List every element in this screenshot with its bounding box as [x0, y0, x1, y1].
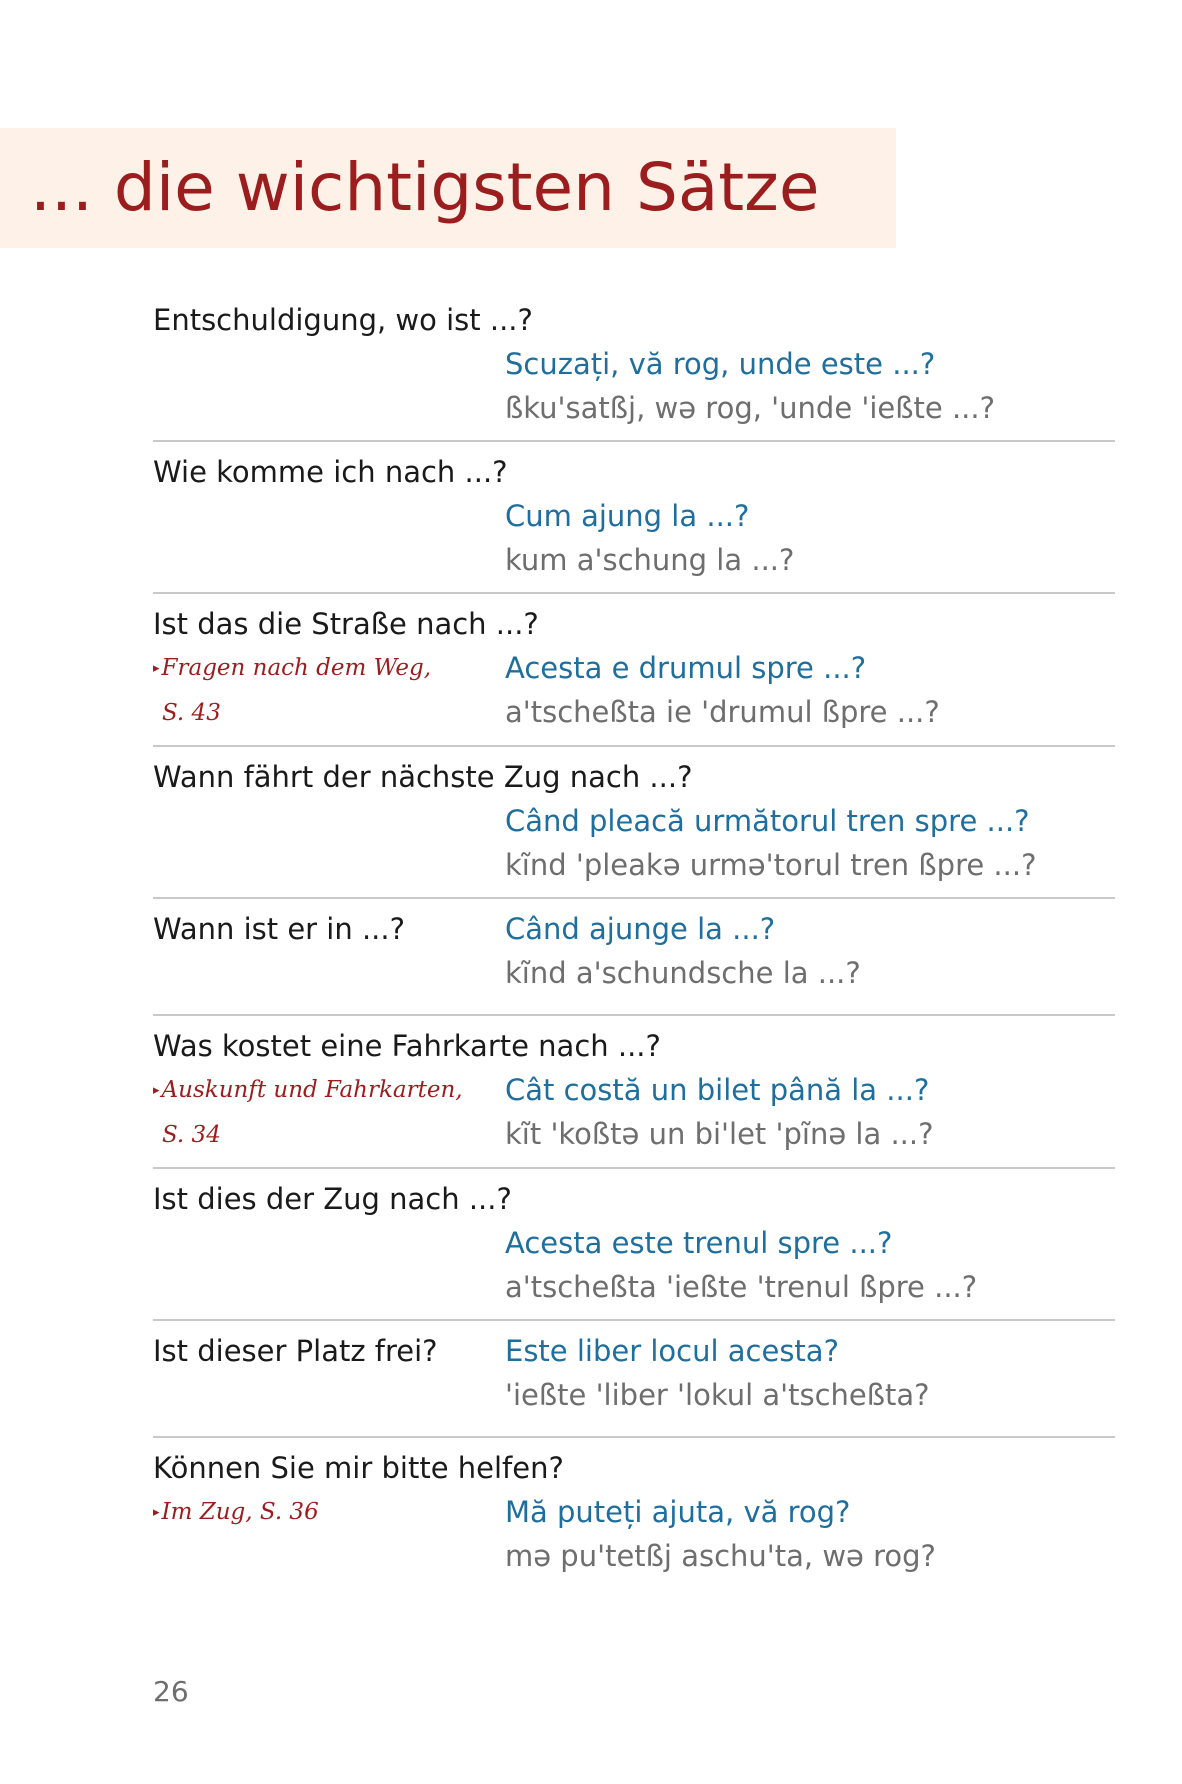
phrase-entry-9 [153, 1438, 1115, 1588]
pronunciation: mə pu'tetßj aschu'ta, wə rog? [505, 1539, 936, 1573]
cross-reference-page[interactable]: S. 34 [162, 1122, 221, 1148]
german-phrase: Wie komme ich nach ...? [153, 455, 508, 489]
pronunciation: a'tscheßta 'ießte 'trenul ßpre ...? [505, 1270, 978, 1304]
german-phrase: Ist dieser Platz frei? [153, 1334, 438, 1368]
cross-reference-link[interactable] [153, 1490, 505, 1535]
romanian-phrase: Când pleacă următorul tren spre ...? [505, 804, 1030, 838]
phrase-entry-5 [153, 899, 1115, 1016]
reference-column [153, 342, 505, 430]
pronunciation: kĩnd 'pleakə urmə'torul tren ßpre ...? [505, 848, 1037, 882]
reference-column [153, 1490, 505, 1578]
translation-column [505, 907, 1115, 995]
german-phrase: Entschuldigung, wo ist ...? [153, 303, 533, 337]
romanian-phrase: Scuzați, vă rog, unde este ...? [505, 347, 936, 381]
cross-reference-page[interactable]: S. 43 [162, 700, 221, 726]
cross-reference-text: Auskunft und Fahrkarten, [161, 1077, 463, 1103]
phrase-entry-4 [153, 747, 1115, 899]
translation-row [153, 494, 1115, 582]
cross-reference-text: Im Zug, S. 36 [161, 1499, 319, 1525]
translation-row [153, 799, 1115, 887]
phrase-list [153, 290, 1115, 1588]
translation-column [505, 799, 1115, 887]
triangle-right-icon: ▸ [153, 1505, 160, 1520]
cross-reference-link[interactable] [153, 1068, 505, 1113]
translation-column [505, 1329, 1115, 1417]
romanian-phrase: Acesta este trenul spre ...? [505, 1226, 893, 1260]
german-phrase: Wann ist er in ...? [153, 912, 406, 946]
translation-column [505, 1068, 1115, 1157]
german-phrase: Was kostet eine Fahrkarte nach ...? [153, 1029, 661, 1063]
phrase-entry-7 [153, 1169, 1115, 1321]
pronunciation: ßku'satßj, wə rog, 'unde 'ießte ...? [505, 391, 995, 425]
romanian-phrase: Când ajunge la ...? [505, 912, 776, 946]
translation-row [153, 1329, 1115, 1417]
translation-row [153, 646, 1115, 735]
phrase-entry-1 [153, 290, 1115, 442]
romanian-phrase: Cum ajung la ...? [505, 499, 750, 533]
romanian-phrase: Acesta e drumul spre ...? [505, 651, 867, 685]
pronunciation: kĩt 'koßtə un bi'let 'pĩnə la ...? [505, 1117, 934, 1151]
translation-column [505, 646, 1115, 735]
translation-row [153, 1068, 1115, 1157]
translation-column [505, 1221, 1115, 1309]
reference-column [153, 907, 505, 995]
phrase-entry-2 [153, 442, 1115, 594]
phrase-entry-3 [153, 594, 1115, 747]
translation-column [505, 342, 1115, 430]
translation-column [505, 494, 1115, 582]
pronunciation: kĩnd a'schundsche la ...? [505, 956, 861, 990]
pronunciation: a'tscheßta ie 'drumul ßpre ...? [505, 695, 940, 729]
romanian-phrase: Cât costă un bilet până la ...? [505, 1073, 930, 1107]
translation-row [153, 342, 1115, 430]
german-phrase: Wann fährt der nächste Zug nach ...? [153, 760, 693, 794]
german-phrase: Können Sie mir bitte helfen? [153, 1451, 564, 1485]
translation-row [153, 907, 1115, 995]
phrase-entry-6 [153, 1016, 1115, 1169]
pronunciation: 'ießte 'liber 'lokul a'tscheßta? [505, 1378, 930, 1412]
triangle-right-icon: ▸ [153, 1083, 160, 1098]
reference-column [153, 1068, 505, 1157]
triangle-right-icon: ▸ [153, 661, 160, 676]
reference-column [153, 1221, 505, 1309]
romanian-phrase: Este liber locul acesta? [505, 1334, 839, 1368]
page-title: ... die wichtigsten Sätze [30, 149, 820, 226]
german-phrase: Ist das die Straße nach ...? [153, 607, 539, 641]
reference-column [153, 494, 505, 582]
translation-column [505, 1490, 1115, 1578]
cross-reference-link[interactable] [153, 646, 505, 691]
translation-row [153, 1490, 1115, 1578]
page-number: 26 [153, 1675, 189, 1708]
german-phrase: Ist dies der Zug nach ...? [153, 1182, 512, 1216]
pronunciation: kum a'schung la ...? [505, 543, 795, 577]
translation-row [153, 1221, 1115, 1309]
romanian-phrase: Mă puteți ajuta, vă rog? [505, 1495, 851, 1529]
reference-column [153, 799, 505, 887]
cross-reference-text: Fragen nach dem Weg, [161, 655, 432, 681]
reference-column [153, 646, 505, 735]
phrase-entry-8 [153, 1321, 1115, 1438]
reference-column [153, 1329, 505, 1417]
